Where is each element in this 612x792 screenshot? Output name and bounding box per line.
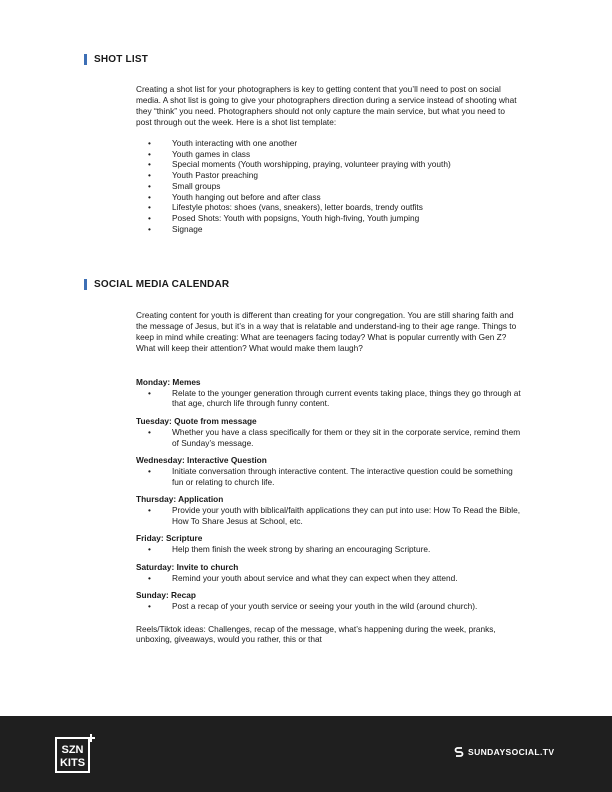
list-item: • Posed Shots: Youth with popsigns, Youth high-fiving, Youth jumping xyxy=(148,212,420,223)
calendar-intro: Creating content for youth is different than creating for your congregation. You are still sharing faith and the message of Jesus, but it’s in a way that is relatable and understand-ing to their age range. Things to keep in mind while creating: What are teenagers facing today? What is popular currently with Gen Z? What will keep their attention? What would make them laugh? xyxy=(136,310,517,354)
day-item: • Remind your youth about service and what they can expect when they attend. xyxy=(148,572,458,583)
day-block-friday xyxy=(136,533,521,554)
shot-list-intro: Creating a shot list for your photographers is key to getting content that you’ll need to post on social media. A shot list is going to give your photographers direction during a service instead of shooting what they “think” you need. Photographers should not only capture the main service, but what you need to post through out the week. Here is a shot list template: xyxy=(136,84,517,128)
day-title: Wednesday: Interactive Question xyxy=(136,455,267,466)
sunday-social-logo-icon xyxy=(454,746,464,758)
day-item: • Initiate conversation through interactive content. The interactive question could be something fun or relating to church life. xyxy=(148,465,513,487)
shot-list-items xyxy=(148,138,451,234)
bullet-icon: • xyxy=(148,180,151,191)
reels-ideas: Reels/Tiktok ideas: Challenges, recap of the message, what’s happening during the week, pranks, unboxing, giveaways, would you rather, this or that xyxy=(136,623,496,645)
bullet-icon: • xyxy=(148,148,151,159)
logo-line-kits: KITS xyxy=(59,757,86,769)
bullet-icon: • xyxy=(148,202,151,213)
day-title: Monday: Memes xyxy=(136,377,201,387)
bullet-icon: • xyxy=(148,212,151,223)
bullet-icon: • xyxy=(148,505,151,516)
bullet-icon: • xyxy=(148,544,151,555)
calendar-title: SOCIAL MEDIA CALENDAR xyxy=(94,279,230,290)
bullet-icon: • xyxy=(148,572,151,583)
day-block-saturday xyxy=(136,562,521,583)
shot-list-heading xyxy=(84,54,148,65)
list-item: • Youth Pastor preaching xyxy=(148,170,258,181)
bullet-icon: • xyxy=(148,170,151,181)
day-item: • Help them finish the week strong by sharing an encouraging Scripture. xyxy=(148,544,431,555)
bullet-icon: • xyxy=(148,223,151,234)
section-accent-bar xyxy=(84,279,87,290)
list-item: • Signage xyxy=(148,223,203,234)
bullet-icon: • xyxy=(148,465,151,476)
day-item: • Post a recap of your youth service or seeing your youth in the wild (around church). xyxy=(148,600,478,611)
list-item: • Youth interacting with one another xyxy=(148,138,298,148)
szn-kits-logo-icon xyxy=(55,734,97,774)
day-block-thursday xyxy=(136,494,521,526)
list-item: • Special moments (Youth worshipping, praying, volunteer praying with youth) xyxy=(148,159,451,170)
day-title: Saturday: Invite to church xyxy=(136,561,239,572)
bullet-icon: • xyxy=(148,159,151,170)
list-item: • Youth games in class xyxy=(148,148,251,159)
list-item: • Youth hanging out before and after class xyxy=(148,191,321,202)
list-item: • Small groups xyxy=(148,180,221,191)
day-block-wednesday xyxy=(136,455,521,487)
day-title: Thursday: Application xyxy=(136,494,224,505)
bullet-icon: • xyxy=(148,426,151,437)
bullet-icon: • xyxy=(148,191,151,202)
list-item: • Lifestyle photos: shoes (vans, sneakers), letter boards, trendy outfits xyxy=(148,202,423,213)
footer xyxy=(0,716,612,792)
shot-list-title: SHOT LIST xyxy=(94,54,149,65)
day-title: Sunday: Recap xyxy=(136,590,196,601)
day-title: Tuesday: Quote from message xyxy=(136,416,257,427)
bullet-icon: • xyxy=(148,387,151,398)
bullet-icon: • xyxy=(148,600,151,611)
sunday-social-text: SUNDAYSOCIAL.TV xyxy=(468,747,555,757)
calendar-heading xyxy=(84,279,229,290)
day-item: • Relate to the younger generation through current events taking place, things they go through at that age, church life through funny content. xyxy=(148,387,521,409)
day-block-tuesday xyxy=(136,416,521,448)
day-block-monday xyxy=(136,377,521,409)
day-block-sunday xyxy=(136,590,521,611)
calendar-days xyxy=(136,377,521,645)
day-item: • Provide your youth with biblical/faith applications they can put into use: How To Read the Bible, How To Share Jesus at School, etc. xyxy=(148,505,521,526)
day-item: • Whether you have a class specifically for them or they sit in the corporate service, remind them of Sunday’s message. xyxy=(148,426,521,448)
bullet-icon: • xyxy=(148,138,151,148)
sunday-social-logo xyxy=(454,746,554,758)
section-accent-bar xyxy=(84,54,87,65)
day-title: Friday: Scripture xyxy=(136,533,203,544)
logo-line-szn: SZN xyxy=(61,744,84,756)
